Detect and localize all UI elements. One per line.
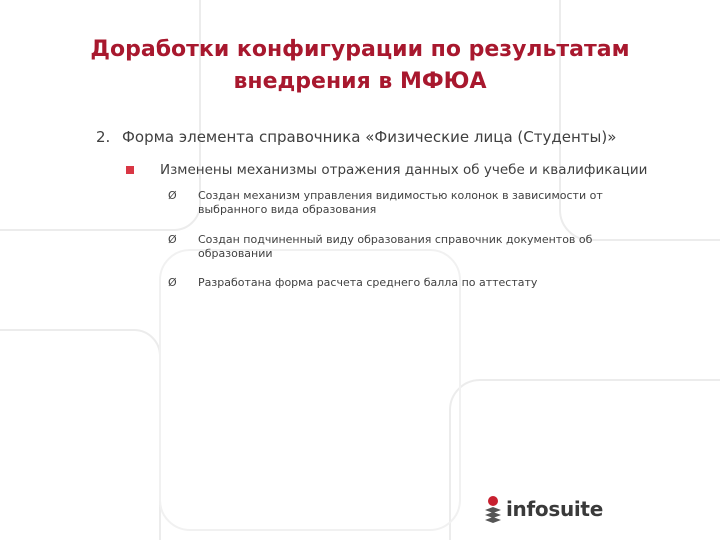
sub-item-text: Создан механизм управления видимостью колонок в зависимости от выбранного вида образования — [198, 189, 603, 216]
arrow-bullet-icon: Ø — [168, 276, 177, 289]
logo-mark-icon — [482, 494, 504, 528]
square-bullet-icon — [126, 166, 134, 174]
title-line-2: внедрения в МФЮА — [233, 69, 487, 94]
sub-item-text: Создан подчиненный виду образования справочник документов об образовании — [198, 233, 593, 260]
slide-title — [40, 34, 680, 98]
arrow-bullet-icon: Ø — [168, 189, 177, 202]
logo-text: infosuite — [506, 497, 603, 521]
title-line-1: Доработки конфигурации по результатам — [90, 37, 630, 62]
sub-item-text: Разработана форма расчета среднего балла по аттестату — [198, 276, 538, 289]
numbered-point — [96, 128, 616, 146]
arrow-bullet-icon: Ø — [168, 233, 177, 246]
point-number: 2. — [96, 128, 111, 146]
point-text: Форма элемента справочника «Физические лица (Студенты)» — [122, 128, 617, 146]
bullet-text: Изменены механизмы отражения данных об учебе и квалификации — [160, 162, 648, 178]
